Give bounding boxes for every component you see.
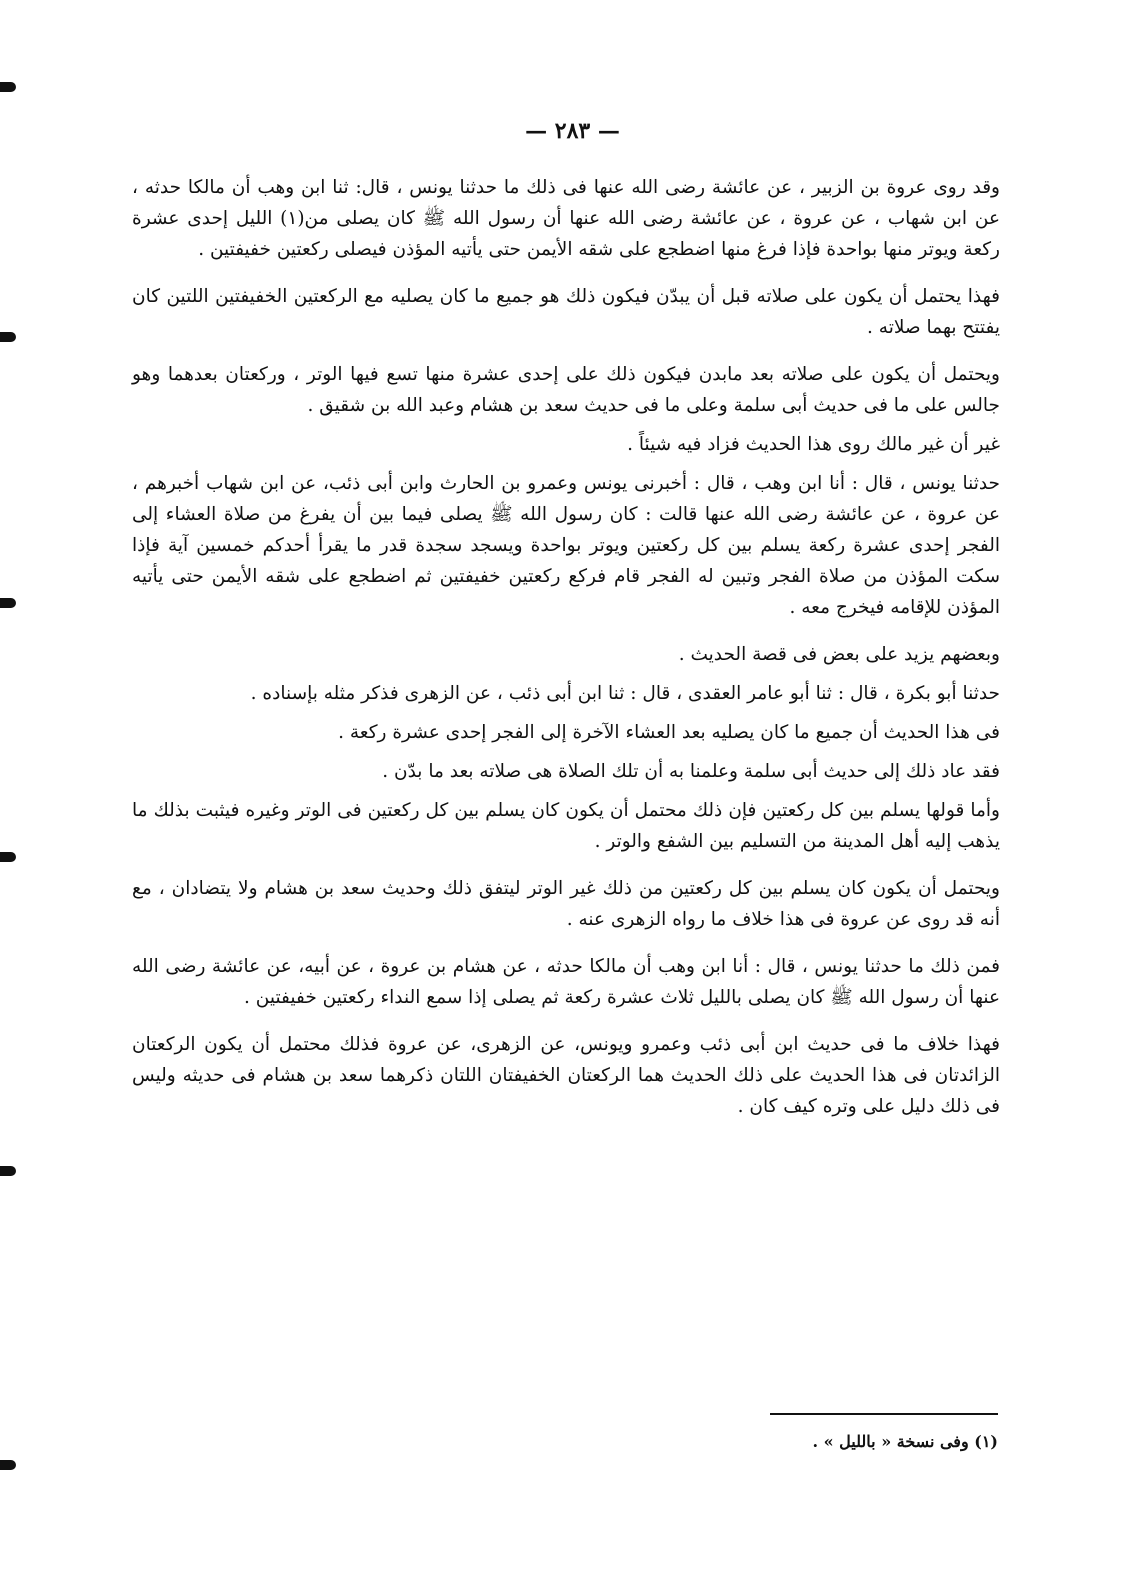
footnote-divider [770, 1413, 998, 1415]
scan-edge-mark [0, 598, 16, 608]
paragraph: وقد روى عروة بن الزبير ، عن عائشة رضى الله عنها فى ذلك ما حدثنا يونس ، قال: ثنا ابن وهب أن مالكا حدثه ، عن ابن شهاب ، عن عروة ، عن عائشة رضى الله عنها أن رسول الله ﷺ كان يصلى من(١) الليل إحدى عشرة ركعة ويوتر منها بواحدة فإذا فرغ منها اضطجع على شقه الأيمن حتى يأتيه المؤذن فيصلى ركعتين خفيفتين . [132, 177, 1000, 260]
paragraph: فهذا يحتمل أن يكون على صلاته قبل أن يبدّن فيكون ذلك هو جميع ما كان يصليه مع الركعتين الخفيفتين اللتين كان يفتتح بهما صلاته . [132, 286, 1000, 338]
paragraph: وأما قولها يسلم بين كل ركعتين فإن ذلك محتمل أن يكون كان يسلم بين كل ركعتين فى الوتر وغيره فيثبت بذلك ما يذهب إليه أهل المدينة من التسليم بين الشفع والوتر . [132, 800, 1000, 852]
paragraph: ويحتمل أن يكون كان يسلم بين كل ركعتين من ذلك غير الوتر ليتفق ذلك وحديث سعد بن هشام ولا يتضادان ، مع أنه قد روى عن عروة فى هذا خلاف ما رواه الزهرى عنه . [132, 878, 1000, 930]
paragraph: غير أن غير مالك روى هذا الحديث فزاد فيه شيئاً . [627, 434, 1000, 455]
paragraph: حدثنا أبو بكرة ، قال : ثنا أبو عامر العقدى ، قال : ثنا ابن أبى ذئب ، عن الزهرى فذكر مثله بإسناده . [250, 683, 1000, 704]
footnote: (١) وفى نسخة « بالليل » . [812, 1432, 998, 1451]
scan-edge-mark [0, 852, 16, 862]
paragraph: ويحتمل أن يكون على صلاته بعد مابدن فيكون ذلك على إحدى عشرة منها تسع فيها الوتر ، وركعتان بعدهما وهو جالس على ما فى حديث أبى سلمة وعلى ما فى حديث سعد بن هشام وعبد الله بن شقيق . [132, 364, 1000, 416]
paragraph: حدثنا يونس ، قال : أنا ابن وهب ، قال : أخبرنى يونس وعمرو بن الحارث وابن أبى ذئب، عن ابن شهاب أخبرهم ، عن عروة ، عن عائشة رضى الله عنها قالت : كان رسول الله ﷺ يصلى فيما بين أن يفرغ من صلاة العشاء إلى الفجر إحدى عشرة ركعة يسلم بين كل ركعتين ويوتر بواحدة ويسجد سجدة قدر ما يقرأ أحدكم خمسين آية فإذا سكت المؤذن من صلاة الفجر وتبين له الفجر قام فركع ركعتين خفيفتين ثم اضطجع على شقه الأيمن حتى يأتيه المؤذن للإقامه فيخرج معه . [132, 473, 1000, 618]
scan-edge-mark [0, 82, 16, 92]
scan-edge-mark [0, 1166, 16, 1176]
body-text [132, 172, 1000, 1138]
paragraph: فهذا خلاف ما فى حديث ابن أبى ذئب وعمرو ويونس، عن الزهرى، عن عروة فذلك محتمل أن يكون الركعتان الزائدتان فى هذا الحديث على ذلك الحديث هما الركعتان الخفيفتان اللتان ذكرهما سعد بن هشام فى حديثه وليس فى ذلك دليل على وتره كيف كان . [132, 1034, 1000, 1117]
page-number: — ٢٨٣ — [525, 118, 620, 144]
paragraph: فقد عاد ذلك إلى حديث أبى سلمة وعلمنا به أن تلك الصلاة هى صلاته بعد ما بدّن . [382, 761, 1000, 782]
scan-edge-mark [0, 332, 16, 342]
scan-edge-mark [0, 1460, 16, 1470]
paragraph: وبعضهم يزيد على بعض فى قصة الحديث . [678, 644, 1000, 665]
paragraph: فمن ذلك ما حدثنا يونس ، قال : أنا ابن وهب أن مالكا حدثه ، عن هشام بن عروة ، عن أبيه، عن عائشة رضى الله عنها أن رسول الله ﷺ كان يصلى بالليل ثلاث عشرة ركعة ثم يصلى إذا سمع النداء ركعتين خفيفتين . [132, 956, 1000, 1008]
paragraph: فى هذا الحديث أن جميع ما كان يصليه بعد العشاء الآخرة إلى الفجر إحدى عشرة ركعة . [338, 722, 1000, 743]
